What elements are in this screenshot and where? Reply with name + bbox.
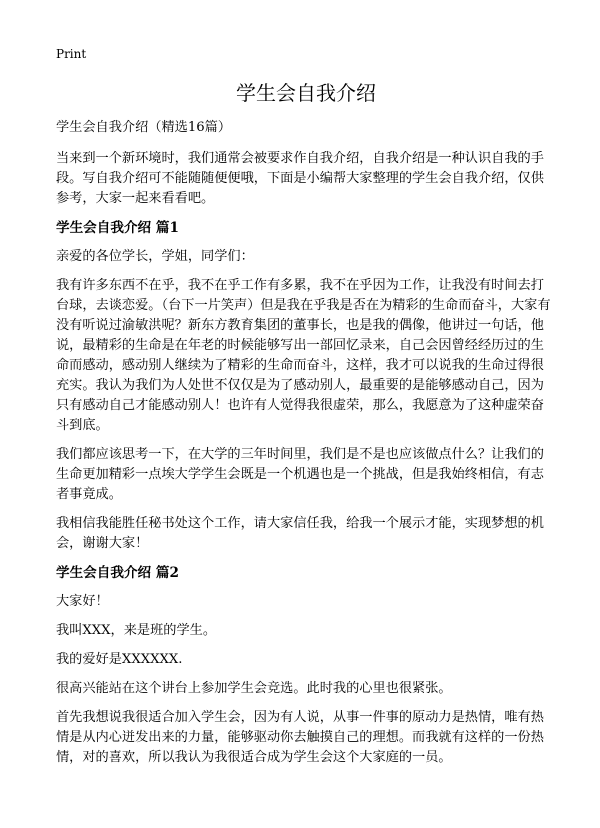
paragraph: 很高兴能站在这个讲台上参加学生会竞选。此时我的心里也很紧张。: [56, 681, 452, 696]
paragraph: 大家好！: [56, 594, 109, 609]
document-content: [56, 118, 556, 777]
paragraph: 亲爱的各位学长，学姐，同学们：: [56, 249, 254, 264]
paragraph: 我叫XXX，来是班的学生。: [56, 623, 217, 638]
document-title: 学生会自我介绍: [236, 81, 376, 105]
paragraph: 我的爱好是XXXXXX.: [56, 652, 183, 667]
section-heading-1: 学生会自我介绍 篇1: [56, 220, 179, 236]
paragraph: 首先我想说我很适合加入学生会，因为有人说，从事一件事的原动力是热情，唯有热情是从内心迸发出来的力量，能够驱动你去触摸自己的理想。而我就有这样的一份热情，对的喜欢，所以我认为我很适合成为学生会这个大家庭的一员。: [56, 710, 544, 765]
paragraph: 我相信我能胜任秘书处这个工作，请大家信任我，给我一个展示才能，实现梦想的机会，谢谢大家！: [56, 516, 544, 551]
paragraph: 我有许多东西不在乎，我不在乎工作有多累，我不在乎因为工作，让我没有时间去打台球，去谈恋爱。（台下一片笑声）但是我在乎我是否在为精彩的生命而奋斗，大家有没有听说过渝敏洪呢？新东方教育集团的董事长，也是我的偶像，他讲过一句话，他说，最精彩的生命是在年老的时候能够写出一部回忆录来，自己会因曾经经历过的生命而感动，感动别人继续为了精彩的生命而奋斗，这样，我才可以说我的生命过得很充实。我认为我们为人处世不仅仅是为了感动别人，最重要的是能够感动自己，因为只有感动自己才能感动别人！也许有人觉得我很虚荣，那么，我愿意为了这种虚荣奋斗到底。: [56, 278, 551, 433]
paragraph: 我们都应该思考一下，在大学的三年时间里，我们是不是也应该做点什么？让我们的生命更加精彩一点埃大学学生会既是一个机遇也是一个挑战，但是我始终相信，有志者事竟成。: [56, 447, 544, 502]
print-link[interactable]: Print: [56, 47, 87, 61]
section-heading-2: 学生会自我介绍 篇2: [56, 565, 179, 581]
document-subtitle: 学生会自我介绍（精选16篇）: [56, 120, 232, 135]
intro-paragraph: 当来到一个新环境时，我们通常会被要求作自我介绍，自我介绍是一种认识自我的手段。写自我介绍可不能随随便便哦，下面是小编帮大家整理的学生会自我介绍，仅供参考，大家一起来看看吧。: [56, 151, 544, 206]
